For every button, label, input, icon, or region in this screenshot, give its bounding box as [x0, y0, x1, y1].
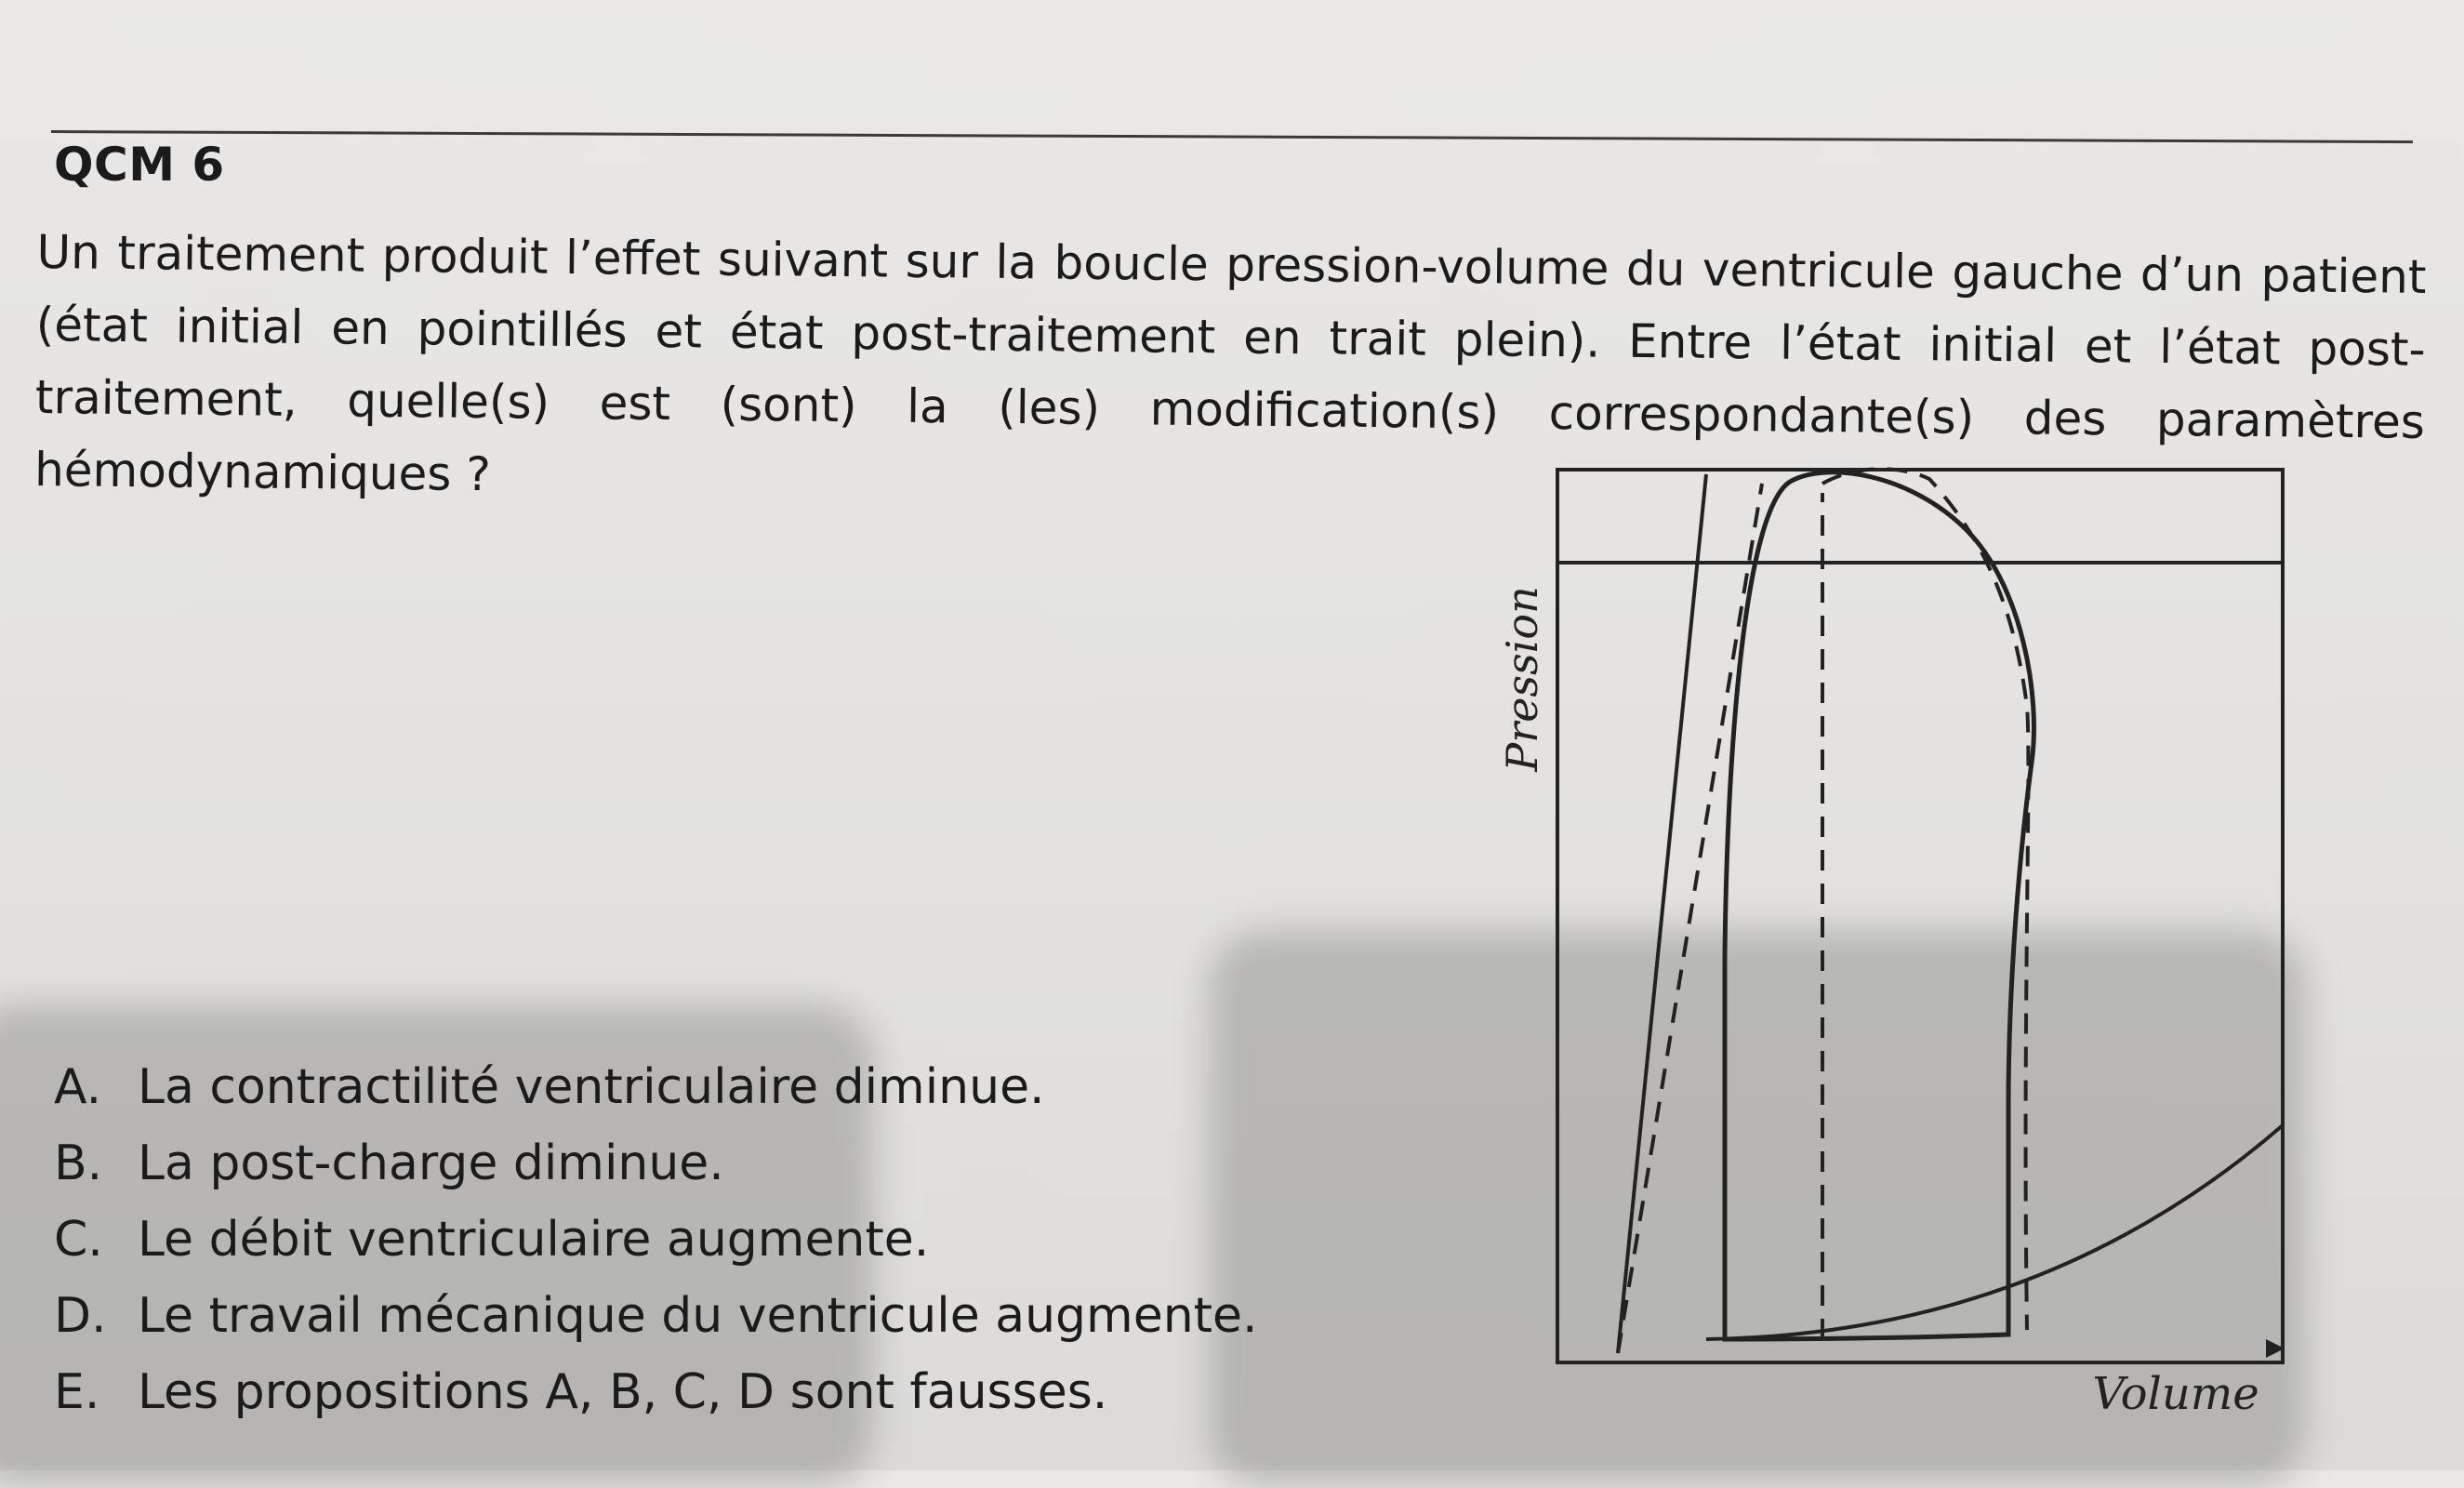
section-divider [51, 130, 2413, 143]
option-text: La post-charge diminue. [138, 1136, 724, 1191]
question-text: Un traitement produit l’effet suivant sur la boucle pression-volume du ventricule gauche d’un patient (état initial en pointillés et état post-traitement en trait plein). Entre l’état initial et l’état post-traitement, quelle(s) est (sont) la (les) modification(s) correspondante(s) des paramètres hémodynamiques ? [33, 224, 2427, 502]
option-c[interactable] [54, 1202, 1258, 1278]
option-e[interactable] [54, 1354, 1258, 1430]
pv-loop-initial [1822, 469, 2028, 1339]
diagram-frame [1557, 470, 2283, 1362]
pressure-volume-diagram [1483, 456, 2320, 1432]
option-letter: C. [54, 1212, 103, 1268]
option-letter: D. [54, 1288, 107, 1344]
option-text: La contractilité ventriculaire diminue. [138, 1059, 1045, 1115]
pv-loop-post-treatment [1725, 472, 2033, 1339]
option-a[interactable] [54, 1049, 1258, 1125]
option-d[interactable] [54, 1278, 1258, 1354]
option-text: Le débit ventriculaire augmente. [138, 1212, 930, 1268]
edpvr-curve [1706, 1125, 2283, 1339]
option-letter: B. [54, 1136, 103, 1191]
option-letter: A. [54, 1059, 102, 1115]
x-axis-label: Volume [2092, 1368, 2259, 1420]
answer-options [54, 1049, 1258, 1430]
option-b[interactable] [54, 1125, 1258, 1202]
y-axis-label: Pression [1497, 586, 1547, 772]
espvr-line-initial [1618, 484, 1762, 1353]
option-text: Les propositions A, B, C, D sont fausses. [138, 1364, 1108, 1420]
option-text: Le travail mécanique du ventricule augmente. [138, 1288, 1258, 1344]
question-number: QCM 6 [54, 138, 225, 192]
option-letter: E. [54, 1364, 100, 1420]
espvr-line-post-treatment [1618, 474, 1706, 1353]
